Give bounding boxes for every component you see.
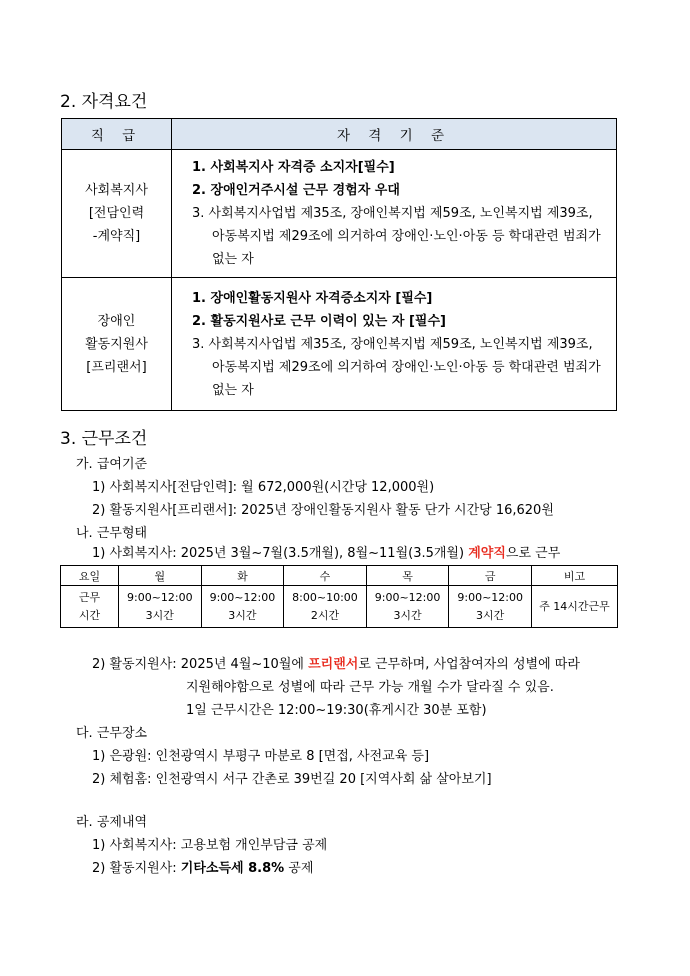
- deduction-social-worker: 1) 사회복지사: 고용보험 개인부담금 공제: [92, 838, 328, 853]
- qualification-table: [61, 118, 617, 411]
- position-cell: [62, 278, 172, 411]
- criteria-cell: [172, 150, 617, 278]
- section-2-heading: 2. 자격요건: [60, 92, 148, 112]
- schedule-hours: 3시간: [228, 608, 257, 622]
- schedule-time: 9:00~12:00: [126, 590, 193, 604]
- criteria-item: 1. 사회복지사 자격증 소지자[필수]: [192, 160, 395, 175]
- row-label-line: 시간: [78, 608, 101, 622]
- work-type-activity-assistant: [92, 653, 580, 672]
- schedule-header: 금: [449, 566, 532, 586]
- work-hours-note: 1일 근무시간은 12:00~19:30(휴게시간 30분 포함): [186, 703, 487, 718]
- deduction-activity-assistant: [92, 857, 313, 876]
- schedule-cell-thu: [366, 586, 449, 628]
- schedule-time: 9:00~12:00: [374, 590, 441, 604]
- criteria-cell: [172, 278, 617, 411]
- criteria-item: 2. 활동지원사로 근무 이력이 있는 자 [필수]: [192, 313, 446, 329]
- position-line: [전담인력: [88, 206, 145, 221]
- freelancer-highlight: 프리랜서: [308, 657, 359, 672]
- section-3-heading: 3. 근무조건: [60, 429, 148, 449]
- deduction-subheading: 라. 공제내역: [76, 815, 148, 830]
- work-place-subheading: 다. 근무장소: [76, 726, 148, 741]
- col-position-header: 직 급: [62, 119, 172, 150]
- schedule-hours: 3시간: [393, 608, 422, 622]
- criteria-item: 3. 사회복지사업법 제35조, 장애인복지법 제59조, 노인복지법 제39조, 아동복지법 제29조에 의거하여 장애인·노인·아동 등 학대관련 범죄가 없는 자: [192, 336, 601, 398]
- schedule-row-label: [61, 586, 119, 628]
- schedule-row: [61, 586, 618, 628]
- salary-activity-assistant: 2) 활동지원사[프리랜서]: 2025년 장애인활동지원사 활동 단가 시간당 16,620원: [92, 503, 554, 518]
- work-type-text: 로 근무하며, 사업참여자의 성별에 따라: [358, 657, 580, 672]
- schedule-cell-fri: [449, 586, 532, 628]
- qualification-row-social-worker: [62, 150, 617, 278]
- schedule-cell-wed: [284, 586, 367, 628]
- work-place-1: 1) 은광원: 인천광역시 부평구 마분로 8 [면접, 사전교육 등]: [92, 749, 430, 764]
- row-label-line: 근무: [78, 590, 101, 604]
- work-type-social-worker: [92, 542, 560, 561]
- contract-highlight: 계약직: [468, 546, 506, 561]
- criteria-item: 2. 장애인거주시설 근무 경험자 우대: [192, 183, 400, 198]
- position-cell: [62, 150, 172, 278]
- salary-subheading: 가. 급여기준: [76, 457, 148, 472]
- work-type-note: 지원해야함으로 성별에 따라 근무 가능 개월 수가 달라질 수 있음.: [186, 680, 554, 695]
- schedule-time: 8:00~10:00: [292, 590, 358, 604]
- position-line: 장애인: [97, 313, 136, 329]
- position-line: -계약직]: [92, 229, 141, 244]
- salary-social-worker: 1) 사회복지사[전담인력]: 월 672,000원(시간당 12,000원): [92, 480, 435, 495]
- schedule-time: 9:00~12:00: [209, 590, 276, 604]
- schedule-header: 월: [119, 566, 202, 586]
- work-type-subheading: 나. 근무형태: [76, 526, 148, 541]
- schedule-hours: 2시간: [310, 608, 340, 622]
- work-type-text: 으로 근무: [505, 546, 561, 561]
- schedule-header: 목: [366, 566, 449, 586]
- schedule-header: 수: [284, 566, 367, 586]
- deduction-text: 2) 활동지원사:: [92, 861, 181, 876]
- tax-highlight: 기타소득세 8.8%: [180, 861, 285, 876]
- schedule-header: 요일: [61, 566, 119, 586]
- schedule-header: 비고: [532, 566, 618, 586]
- schedule-header: 화: [201, 566, 284, 586]
- schedule-cell-mon: [119, 586, 202, 628]
- criteria-item: 3. 사회복지사업법 제35조, 장애인복지법 제59조, 노인복지법 제39조, 아동복지법 제29조에 의거하여 장애인·노인·아동 등 학대관련 범죄가 없는 자: [192, 206, 601, 267]
- schedule-hours: 3시간: [476, 608, 505, 622]
- qualification-table-header: [62, 119, 617, 150]
- qualification-row-activity-assistant: [62, 278, 617, 411]
- position-line: 활동지원사: [85, 336, 148, 352]
- schedule-table: [60, 565, 618, 628]
- schedule-header-row: [61, 566, 618, 586]
- schedule-cell-tue: [201, 586, 284, 628]
- criteria-item: 1. 장애인활동지원사 자격증소지자 [필수]: [192, 290, 433, 306]
- work-place-2: 2) 체험홈: 인천광역시 서구 간촌로 39번길 20 [지역사회 삶 살아보기]: [92, 772, 492, 787]
- schedule-hours: 3시간: [145, 608, 174, 622]
- position-line: [프리랜서]: [86, 359, 147, 375]
- deduction-text: 공제: [284, 861, 314, 876]
- schedule-note: 주 14시간근무: [532, 586, 618, 628]
- work-type-text: 1) 사회복지사: 2025년 3월~7월(3.5개월), 8월~11월(3.5개월): [92, 546, 469, 561]
- position-line: 사회복지사: [85, 183, 148, 198]
- col-criteria-header: 자 격 기 준: [172, 119, 617, 150]
- work-type-text: 2) 활동지원사: 2025년 4월~10월에: [92, 657, 309, 672]
- schedule-time: 9:00~12:00: [457, 590, 523, 604]
